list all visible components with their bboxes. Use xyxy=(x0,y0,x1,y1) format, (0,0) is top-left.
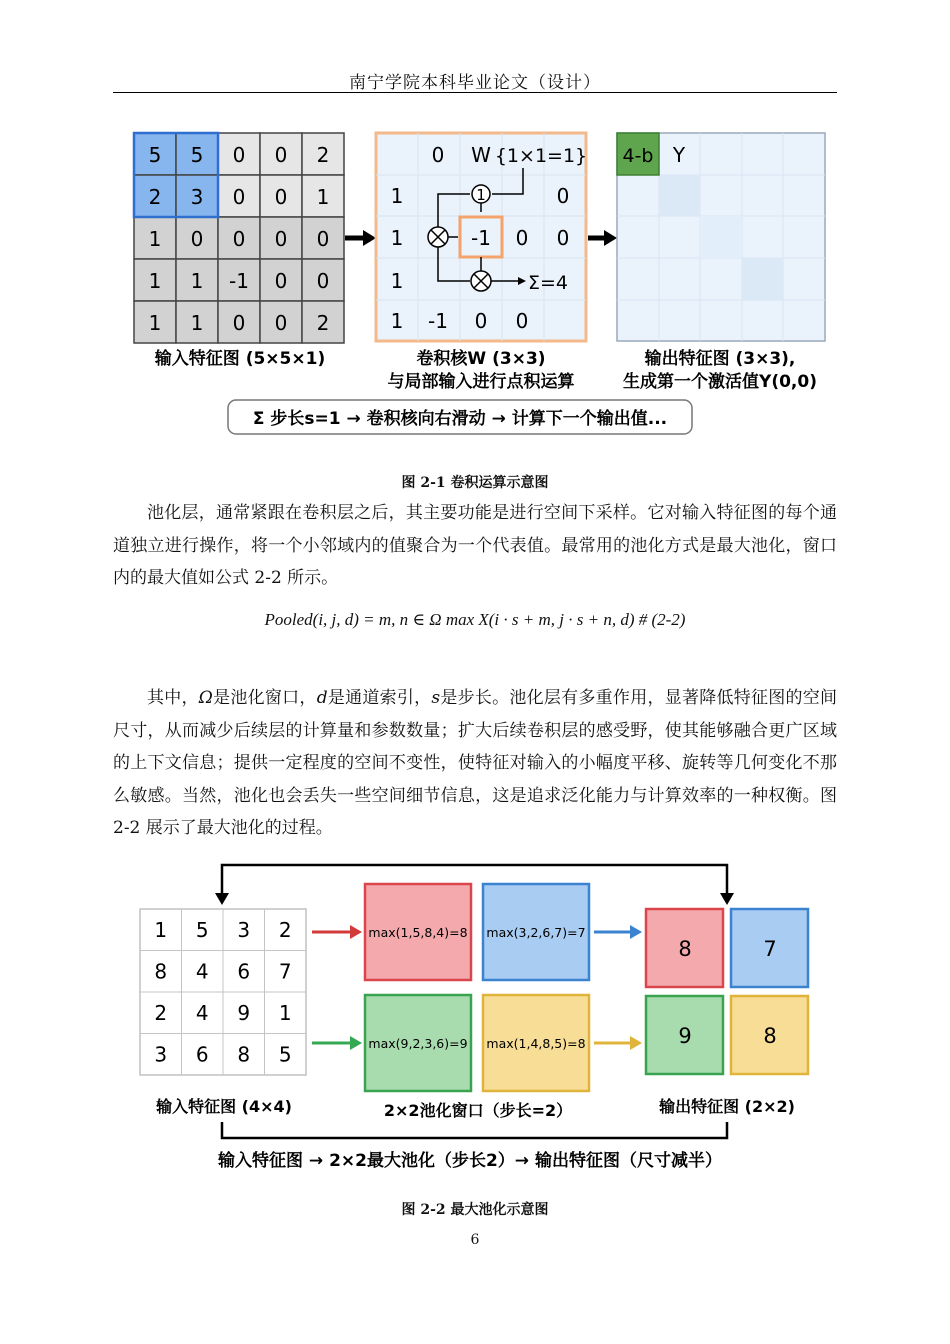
f1-input-cell-value: 0 xyxy=(274,311,288,335)
figure-2-2-max-pooling xyxy=(0,855,950,1180)
f1-input-cell-value: 0 xyxy=(232,185,246,209)
f1-input-cell-value: 0 xyxy=(274,185,288,209)
f2-input-cell-value: 2 xyxy=(278,918,292,942)
f1-input-cell-value: 2 xyxy=(316,143,330,167)
header-rule xyxy=(113,92,837,93)
f2-output-value-2: 9 xyxy=(678,1024,692,1048)
p2-var-d: d xyxy=(316,688,328,708)
f2-input-label: 输入特征图 (4×4) xyxy=(156,1097,292,1116)
f2-input-cell-value: 1 xyxy=(154,918,168,942)
f1-kernel-r2-c1: 0 xyxy=(515,226,529,250)
f1-kernel-r4-2: 0 xyxy=(474,309,488,333)
f1-output-label-1: 输出特征图 (3×3), xyxy=(644,349,796,369)
f2-output-value-0: 8 xyxy=(678,937,692,961)
f1-kernel-r3-left: 1 xyxy=(390,269,404,293)
f2-window-text-blue: max(3,2,6,7)=7 xyxy=(486,925,586,940)
f1-arrow-2-head xyxy=(604,230,617,246)
f2-bottom-note: 输入特征图 → 2×2最大池化（步长2）→ 输出特征图（尺寸减半） xyxy=(218,1151,722,1171)
f1-kernel-r2-center: -1 xyxy=(471,226,491,250)
f1-kernel-sum: Σ=4 xyxy=(527,272,569,294)
f1-kernel-r4-3: 0 xyxy=(515,309,529,333)
p2-part-2: 是池化窗口， xyxy=(212,688,317,708)
f1-kernel-r1-right: 0 xyxy=(556,184,570,208)
paragraph-1 xyxy=(113,497,837,595)
f2-bottom-bracket xyxy=(222,1122,727,1138)
f1-output-cell-text: 4-b xyxy=(622,145,654,167)
paragraph-2 xyxy=(113,682,837,845)
f2-input-cell-value: 8 xyxy=(154,959,168,984)
f1-input-cell-value: 0 xyxy=(274,227,288,251)
f1-input-cell-value: 2 xyxy=(316,311,330,335)
page-header: 南宁学院本科毕业论文（设计） xyxy=(349,73,601,93)
f1-output-y: Y xyxy=(672,143,686,167)
f2-window-label: 2×2池化窗口（步长=2） xyxy=(383,1101,573,1120)
f1-input-cell-value: 0 xyxy=(274,269,288,293)
f2-input-cell-value: 3 xyxy=(237,918,251,942)
formula-2-2 xyxy=(0,610,950,630)
f1-output-label-2: 生成第一个激活值Y(0,0) xyxy=(623,372,817,392)
f2-output-label: 输出特征图 (2×2) xyxy=(659,1097,795,1116)
f1-input-cell-value: 0 xyxy=(316,269,330,293)
f1-kernel-r2-left: 1 xyxy=(390,226,404,250)
f1-input-cell-value: 1 xyxy=(190,269,204,293)
f1-input-cell-value: 0 xyxy=(232,143,246,167)
f1-input-grid xyxy=(134,133,344,343)
f1-kernel-top-0: 0 xyxy=(431,143,445,167)
f1-kernel-circle-value: 1 xyxy=(476,186,486,204)
figure-2-1-caption: 图 2-1 卷积运算示意图 xyxy=(401,475,549,491)
p2-part-3: 是通道索引， xyxy=(327,688,432,708)
paragraph-1-text: 池化层，通常紧跟在卷积层之后，其主要功能是进行空间下采样。它对输入特征图的每个通道独立进行操作，将一个小邻域内的值聚合为一个代表值。最常用的池化方式是最大池化，窗口内的最大值如公式 2-2 所示。 xyxy=(113,503,837,589)
f1-input-cell-value: 1 xyxy=(148,269,162,293)
formula-text: Pooled(i, j, d) = m, n ∈ Ω max X(i · s + m, j · s + n, d) # (2-2) xyxy=(264,610,686,629)
f2-input-grid xyxy=(140,909,306,1075)
f2-window-text-red: max(1,5,8,4)=8 xyxy=(368,925,468,940)
f1-input-cell-value: 1 xyxy=(148,311,162,335)
f1-input-cell-value: 0 xyxy=(274,143,288,167)
f2-input-cell-value: 7 xyxy=(278,959,292,984)
f2-input-cell-value: 2 xyxy=(154,1001,168,1025)
f2-input-cell-value: 5 xyxy=(195,918,209,942)
f2-input-cell-value: 4 xyxy=(195,1001,209,1025)
f1-kernel-top-w: W xyxy=(471,143,491,167)
f2-input-cell-value: 1 xyxy=(278,1001,292,1025)
f1-input-cell-value: 0 xyxy=(190,227,204,251)
f1-input-cell-value: 0 xyxy=(232,227,246,251)
p2-part-1: 其中， xyxy=(147,688,199,708)
f1-input-cell-value: 0 xyxy=(316,227,330,251)
f1-step-note: Σ 步长s=1 → 卷积核向右滑动 → 计算下一个输出值... xyxy=(252,409,668,429)
f1-input-cell-value: 5 xyxy=(190,143,204,167)
f1-input-cell-value: 0 xyxy=(232,311,246,335)
f2-input-cell-value: 4 xyxy=(195,959,209,984)
f1-kernel-r1-left: 1 xyxy=(390,184,404,208)
f1-kernel-r2-c2: 0 xyxy=(556,226,570,250)
f2-input-cell-value: 5 xyxy=(278,1042,292,1067)
paragraph-2-text xyxy=(113,682,837,845)
f2-window-text-yellow: max(1,4,8,5)=8 xyxy=(486,1036,586,1051)
f1-input-cell-value: 2 xyxy=(148,185,162,209)
page-number: 6 xyxy=(470,1232,480,1248)
f1-arrow-1-head xyxy=(363,230,376,246)
f1-kernel-label-2: 与局部输入进行点积运算 xyxy=(387,372,575,392)
f2-input-cell-value: 3 xyxy=(154,1042,168,1067)
figure-2-2-caption: 图 2-2 最大池化示意图 xyxy=(401,1202,549,1218)
f1-input-cell-value: 1 xyxy=(190,311,204,335)
f2-output-value-3: 8 xyxy=(763,1024,777,1048)
f1-kernel-label-1: 卷积核W (3×3) xyxy=(416,349,546,369)
f1-kernel-top-note: {1×1=1} xyxy=(494,145,588,167)
p2-var-s: s xyxy=(431,688,441,708)
f1-kernel-r4-0: 1 xyxy=(390,309,404,333)
f2-top-bracket xyxy=(222,865,727,898)
f1-input-cell-value: 3 xyxy=(190,185,204,209)
figure-2-1-convolution xyxy=(0,128,950,443)
f2-output-value-1: 7 xyxy=(763,937,777,961)
f1-input-cell-value: 5 xyxy=(148,143,162,167)
f2-input-cell-value: 9 xyxy=(237,1001,251,1025)
f2-input-cell-value: 8 xyxy=(237,1042,251,1067)
f2-window-text-green: max(9,2,3,6)=9 xyxy=(368,1036,468,1051)
f1-input-label: 输入特征图 (5×5×1) xyxy=(154,349,326,369)
f1-input-cell-value: 1 xyxy=(148,227,162,251)
p2-part-4: 是步长。池化层有多重作用，显著降低特征图的空间尺寸，从而减少后续层的计算量和参数数量；扩大后续卷积层的感受野，使其能够融合更广区域的上下文信息；提供一定程度的空间不变性，使特征对输入的小幅度平移、旋转等几何变化不那么敏感。当然，池化也会丢失一些空间细节信息，这是追求泛化能力与计算效率的一种权衡。图 2-2 展示了最大池化的过程。 xyxy=(113,688,838,839)
f1-input-cell-value: 1 xyxy=(316,185,330,209)
f1-kernel-r4-1: -1 xyxy=(428,309,448,333)
f1-input-cell-value: -1 xyxy=(229,269,249,293)
f2-input-cell-value: 6 xyxy=(237,959,251,984)
p2-var-omega: Ω xyxy=(198,688,213,708)
f2-input-cell-value: 6 xyxy=(195,1042,209,1067)
